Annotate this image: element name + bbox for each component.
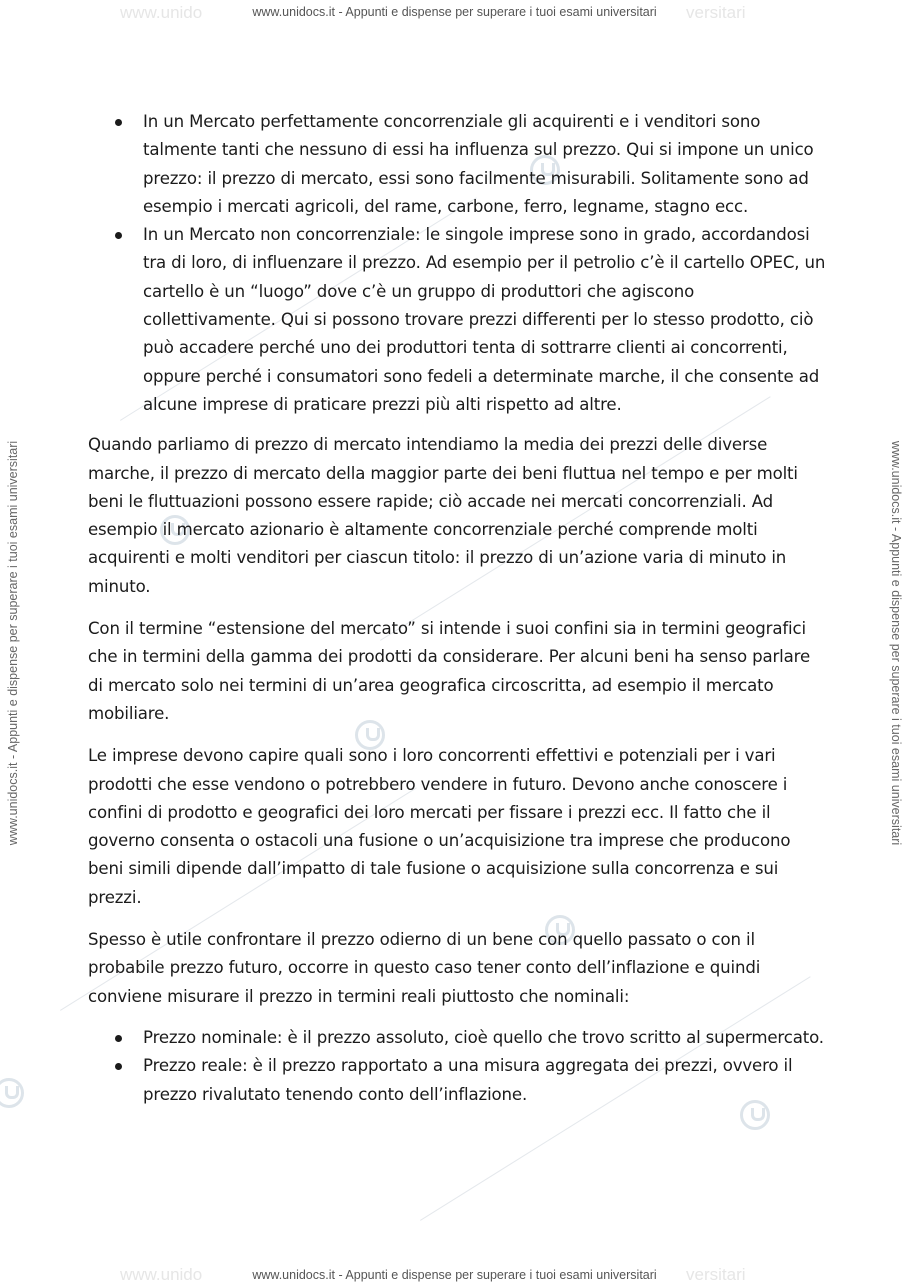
list-item-text: Prezzo nominale: è il prezzo assoluto, cioè quello che trovo scritto al supermercato. (143, 1027, 824, 1047)
paragraph-inflation: Spesso è utile confrontare il prezzo odierno di un bene con quello passato o con il probabile prezzo futuro, occorre in questo caso tener conto dell’inflazione e quindi conviene misurare il prezzo in termini reali piuttosto che nominali: (88, 930, 761, 1006)
bullet-icon (115, 119, 122, 126)
watermark-ghost-text: www.unido (120, 3, 203, 22)
watermark-banner-left-text: www.unidocs.it - Appunti e dispense per superare i tuoi esami universitari (6, 440, 20, 846)
bullet-icon (115, 1063, 122, 1070)
list-item-text: In un Mercato perfettamente concorrenziale gli acquirenti e i venditori sono talmente tanti che nessuno di essi ha influenza sul prezzo. Qui si impone un unico prezzo: il prezzo di mercato, essi sono facilmente misurabili. Solitamente sono ad esempio i mercati agricoli, del rame, carbone, ferro, legname, stagno ecc. (143, 112, 814, 216)
list-item (88, 108, 828, 221)
list-item (88, 1052, 828, 1109)
watermark-banner-right-text: www.unidocs.it - Appunti e dispense per superare i tuoi esami universitari (889, 440, 903, 846)
list-item (88, 221, 828, 419)
watermark-banner-bottom: www.unidocs.it - Appunti e dispense per superare i tuoi esami universitari (252, 1268, 657, 1282)
watermark-ghost-text: versitari (686, 1265, 746, 1284)
market-types-list (88, 108, 828, 419)
watermark-ghost-text: versitari (686, 3, 746, 22)
document-body (88, 108, 828, 1109)
price-types-list (88, 1024, 828, 1109)
watermark-ghost-text: www.unido (120, 1265, 203, 1284)
list-item-text: Prezzo reale: è il prezzo rapportato a una misura aggregata dei prezzi, ovvero il prezzo rivalutato tenendo conto dell’inflazione. (143, 1056, 793, 1104)
watermark-banner-top: www.unidocs.it - Appunti e dispense per superare i tuoi esami universitari (252, 5, 657, 19)
paragraph-competitors: Le imprese devono capire quali sono i loro concorrenti effettivi e potenziali per i vari prodotti che esse vendono o potrebbero vendere in futuro. Devono anche conoscere i confini di prodotto e geografici dei loro mercati per fissare i prezzi ecc. Il fatto che il governo consenta o ostacoli una fusione o un’acquisizione tra imprese che producono beni simili dipende dall’impatto di tale fusione o acquisizione sulla concorrenza e sui prezzi. (88, 746, 791, 907)
bullet-icon (115, 1035, 122, 1042)
paragraph-market-extent: Con il termine “estensione del mercato” si intende i suoi confini sia in termini geografici che in termini della gamma dei prodotti da considerare. Per alcuni beni ha senso parlare di mercato solo nei termini di un’area geografica circoscritta, ad esempio il mercato mobiliare. (88, 619, 811, 723)
watermark-logo-icon (0, 1078, 24, 1108)
paragraph-market-price: Quando parliamo di prezzo di mercato intendiamo la media dei prezzi delle diverse marche, il prezzo di mercato della maggior parte dei beni fluttua nel tempo e per molti beni le fluttuazioni possono essere rapide; ciò accade nei mercati concorrenziali. Ad esempio il mercato azionario è altamente concorrenziale perché comprende molti acquirenti e molti venditori per ciascun titolo: il prezzo di un’azione varia di minuto in minuto. (88, 435, 798, 596)
list-item-text: In un Mercato non concorrenziale: le singole imprese sono in grado, accordandosi tra di loro, di influenzare il prezzo. Ad esempio per il petrolio c’è il cartello OPEC, un cartello è un “luogo” dove c’è un gruppo di produttori che agiscono collettivamente. Qui si possono trovare prezzi differenti per lo stesso prodotto, ciò può accadere perché uno dei produttori tenta di sottrarre clienti ai concorrenti, oppure perché i consumatori sono fedeli a determinate marche, il che consente ad alcune imprese di praticare prezzi più alti rispetto ad altre. (143, 225, 826, 414)
list-item (88, 1024, 828, 1052)
bullet-icon (115, 232, 122, 239)
